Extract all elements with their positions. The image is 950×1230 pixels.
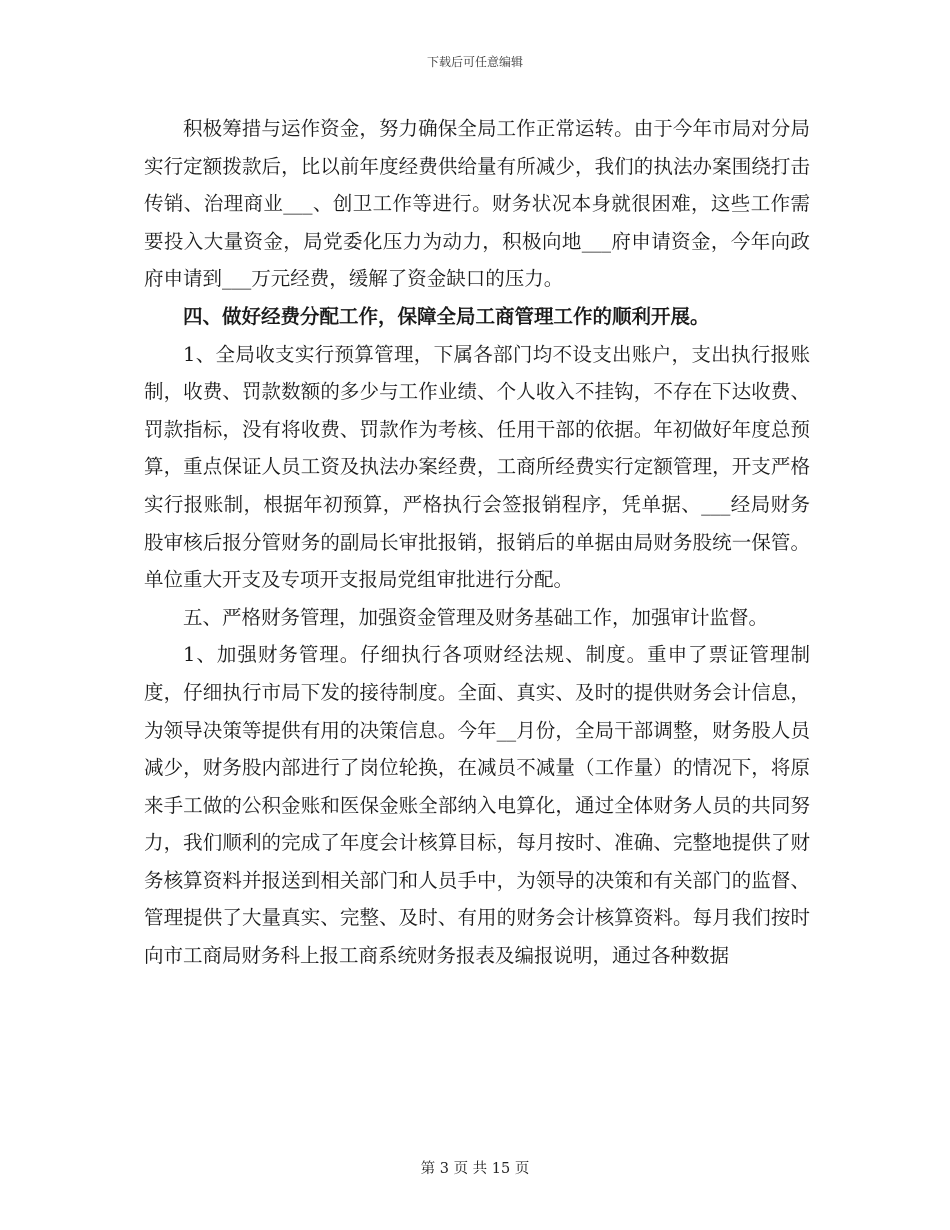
document-body [144,110,810,975]
page-header-note: 下载后可任意编辑 [426,55,523,69]
section-heading-five: 五、严格财务管理，加强资金管理及财务基础工作，加强审计监督。 [183,605,769,629]
page-footer-number: 第 3 页 共 15 页 [420,1161,530,1177]
section-heading-four: 四、做好经费分配工作，保障全局工商管理工作的顺利开展。 [183,304,710,328]
paragraph-financial-management: 1、加强财务管理。仔细执行各项财经法规、制度。重申了票证管理制度，仔细执行市局下发的接待制度。全面、真实、及时的提供财务会计信息，为领导决策等提供有用的决策信息。今年__月份，全局干部调整，财务股人员减少，财务股内部进行了岗位轮换，在减员不减量（工作量）的情况下，将原来手工做的公积金账和医保金账全部纳入电算化，通过全体财务人员的共同努力，我们顺利的完成了年度会计核算目标，每月按时、准确、完整地提供了财务核算资料并报送到相关部门和人员手中，为领导的决策和有关部门的监督、管理提供了大量真实、完整、及时、有用的财务会计核算资料。每月我们按时向市工商局财务科上报工商系统财务报表及编报说明，通过各种数据 [144,643,810,968]
paragraph-budget-management: 1、全局收支实行预算管理，下属各部门均不设支出账户，支出执行报账制，收费、罚款数额的多少与工作业绩、个人收入不挂钩，不存在下达收费、罚款指标，没有将收费、罚款作为考核、任用干部的依据。年初做好年度总预算，重点保证人员工资及执法办案经费，工商所经费实行定额管理，开支严格实行报账制，根据年初预算，严格执行会签报销程序，凭单据、___经局财务股审核后报分管财务的副局长审批报销，报销后的单据由局财务股统一保管。单位重大开支及专项开支报局党组审批进行分配。 [144,342,810,592]
paragraph-funding: 积极筹措与运作资金，努力确保全局工作正常运转。由于今年市局对分局实行定额拨款后，比以前年度经费供给量有所减少，我们的执法办案围绕打击传销、治理商业___、创卫工作等进行。财务状况本身就很困难，这些工作需要投入大量资金，局党委化压力为动力，积极向地___府申请资金，今年向政府申请到___万元经费，缓解了资金缺口的压力。 [144,117,810,291]
